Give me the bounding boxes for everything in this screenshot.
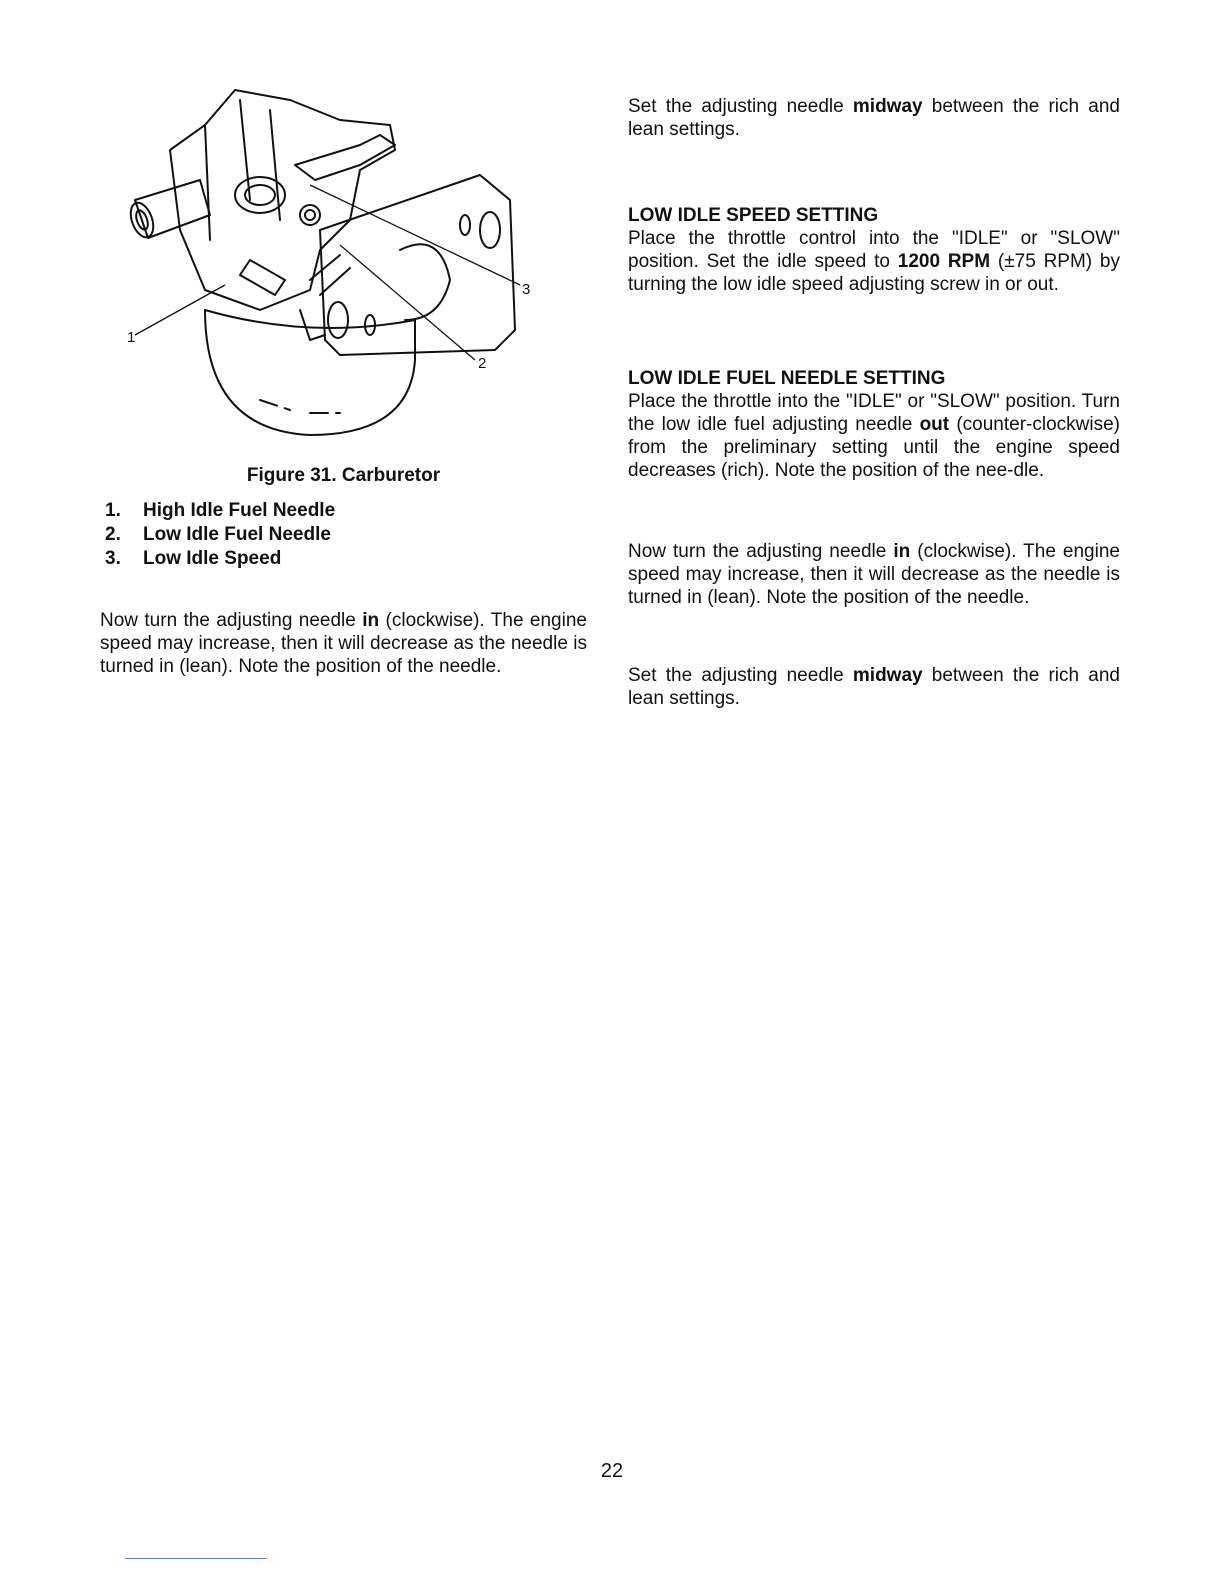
caption-title: Carburetor [341, 465, 441, 486]
figure-legend [105, 499, 335, 571]
right-intro-paragraph: Set the adjusting needle midway between the rich and lean settings. [628, 96, 1120, 140]
legend-item: 3. Low Idle Speed [105, 548, 282, 569]
low-idle-fuel-section [628, 368, 1120, 482]
caption-label: Figure 31. [246, 465, 337, 486]
low-idle-speed-section [628, 205, 1120, 296]
figure-caption [100, 465, 587, 487]
left-paragraph: Now turn the adjusting needle in (clockwise). The engine speed may increase, then it will decrease as the needle is turned in (lean). Note the position of the needle. [100, 610, 587, 677]
low-idle-fuel-paragraph-3: Set the adjusting needle midway between the rich and lean settings. [628, 665, 1120, 709]
section-heading: LOW IDLE SPEED SETTING [628, 205, 879, 226]
callout-1: 1 [127, 329, 136, 346]
page-number: 22 [600, 1460, 624, 1482]
callout-2: 2 [478, 355, 487, 372]
section-heading: LOW IDLE FUEL NEEDLE SETTING [628, 368, 946, 389]
section-body: Place the throttle control into the "IDLE" or "SLOW" position. Set the idle speed to 1200 RPM (±75 RPM) by turning the low idle speed adjusting screw in or out. [628, 228, 1120, 295]
legend-item: 1. High Idle Fuel Needle [105, 500, 336, 521]
callout-3: 3 [522, 281, 531, 298]
legend-item: 2. Low Idle Fuel Needle [105, 524, 331, 545]
section-body: Place the throttle into the "IDLE" or "SLOW" position. Turn the low idle fuel adjusting needle out (counter-clockwise) from the preliminary setting until the engine speed decreases (rich). Note the position of the nee-dle. [628, 391, 1120, 481]
low-idle-fuel-paragraph-2: Now turn the adjusting needle in (clockwise). The engine speed may increase, then it will decrease as the needle is turned in (lean). Note the position of the needle. [628, 541, 1120, 608]
footer-rule [125, 1558, 267, 1559]
carburetor-illustration [110, 80, 560, 450]
